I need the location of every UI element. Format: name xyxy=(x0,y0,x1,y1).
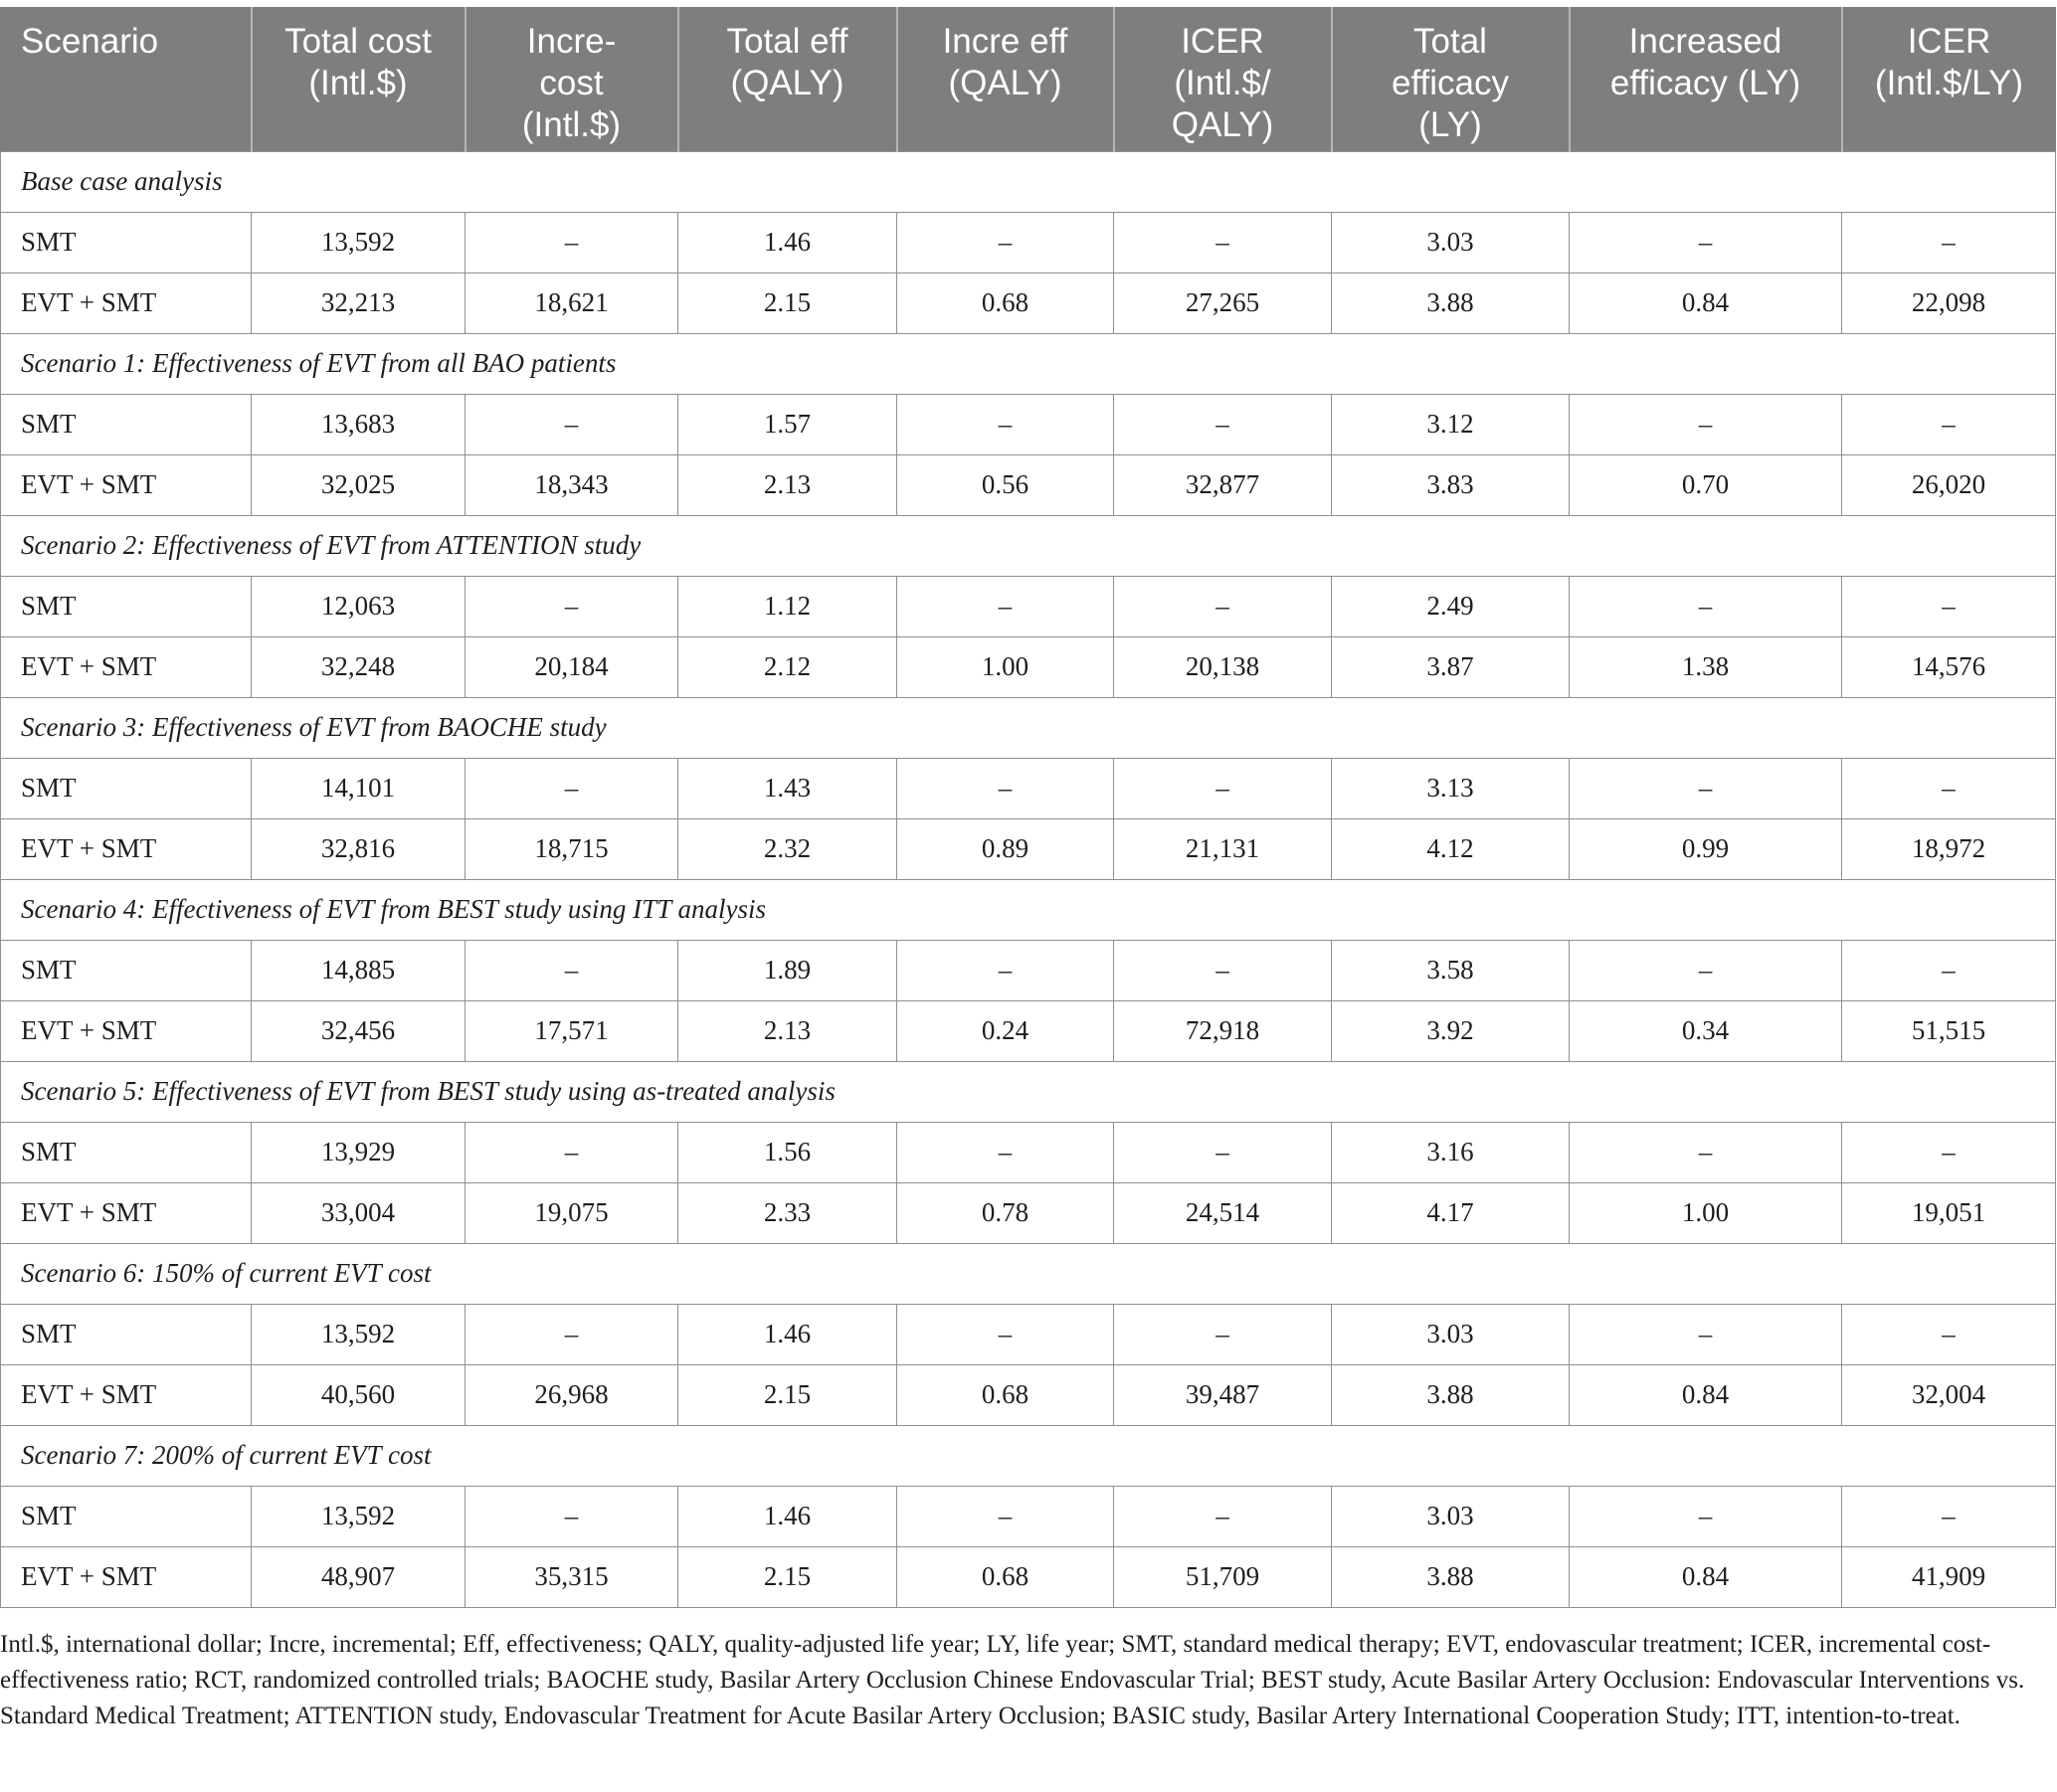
table-footnote: Intl.$, international dollar; Incre, incremental; Eff, effectiveness; QALY, quality-adjusted life year; LY, life year; SMT, standard medical therapy; EVT, endovascular treatment; ICER, incremental cost-effectiveness ratio; RCT, randomized controlled trials; BAOCHE study, Basilar Artery Occlusion Chinese Endovascular Trial; BEST study, Acute Basilar Artery Occlusion: Endovascular Interventions vs. Standard Medical Treatment; ATTENTION study, Endovascular Treatment for Acute Basilar Artery Occlusion; BASIC study, Basilar Artery International Cooperation Study; ITT, intention-to-treat. xyxy=(0,1631,2025,1729)
table-cell: – xyxy=(1114,394,1332,454)
section-title: Scenario 2: Effectiveness of EVT from ATTENTION study xyxy=(1,515,2056,576)
table-cell: – xyxy=(1570,576,1842,636)
table-cell: – xyxy=(1114,1304,1332,1364)
row-label: EVT + SMT xyxy=(1,1546,252,1607)
row-label: EVT + SMT xyxy=(1,454,252,515)
table-cell: 2.12 xyxy=(678,636,897,697)
row-label: SMT xyxy=(1,576,252,636)
table-cell: – xyxy=(1842,1122,2056,1182)
table-cell: 51,709 xyxy=(1114,1546,1332,1607)
section-row xyxy=(1,879,2056,940)
table-cell: – xyxy=(1570,212,1842,272)
table-cell: 35,315 xyxy=(466,1546,678,1607)
table-cell: – xyxy=(1114,212,1332,272)
table-cell: – xyxy=(466,758,678,818)
row-label: EVT + SMT xyxy=(1,1000,252,1061)
row-label: SMT xyxy=(1,1486,252,1546)
table-row xyxy=(1,1304,2056,1364)
table-cell: 3.87 xyxy=(1332,636,1570,697)
table-cell: 14,101 xyxy=(252,758,466,818)
table-row xyxy=(1,454,2056,515)
table-row xyxy=(1,1364,2056,1425)
table-cell: 3.03 xyxy=(1332,1304,1570,1364)
table-cell: 3.13 xyxy=(1332,758,1570,818)
table-cell: 17,571 xyxy=(466,1000,678,1061)
table-cell: 20,184 xyxy=(466,636,678,697)
table-cell: 0.68 xyxy=(897,1546,1114,1607)
table-row xyxy=(1,758,2056,818)
table-cell: 13,929 xyxy=(252,1122,466,1182)
row-label: EVT + SMT xyxy=(1,272,252,333)
table-cell: 3.16 xyxy=(1332,1122,1570,1182)
table-cell: 2.32 xyxy=(678,818,897,879)
table-cell: 32,025 xyxy=(252,454,466,515)
section-row xyxy=(1,151,2056,212)
table-cell: – xyxy=(1570,1122,1842,1182)
table-cell: 22,098 xyxy=(1842,272,2056,333)
table-cell: – xyxy=(897,1122,1114,1182)
section-title: Scenario 7: 200% of current EVT cost xyxy=(1,1425,2056,1486)
table-cell: 21,131 xyxy=(1114,818,1332,879)
table-cell: – xyxy=(1570,1304,1842,1364)
table-cell: 48,907 xyxy=(252,1546,466,1607)
table-cell: – xyxy=(1842,940,2056,1000)
table-cell: 41,909 xyxy=(1842,1546,2056,1607)
section-row xyxy=(1,515,2056,576)
table-cell: – xyxy=(897,940,1114,1000)
table-cell: 26,020 xyxy=(1842,454,2056,515)
table-cell: 3.58 xyxy=(1332,940,1570,1000)
section-title: Scenario 6: 150% of current EVT cost xyxy=(1,1243,2056,1304)
table-cell: 1.43 xyxy=(678,758,897,818)
table-cell: 12,063 xyxy=(252,576,466,636)
table-cell: 2.33 xyxy=(678,1182,897,1243)
section-row xyxy=(1,333,2056,394)
table-cell: – xyxy=(466,576,678,636)
table-cell: – xyxy=(466,212,678,272)
table-cell: – xyxy=(1570,394,1842,454)
table-cell: 0.24 xyxy=(897,1000,1114,1061)
table-cell: – xyxy=(897,1486,1114,1546)
table-cell: 2.15 xyxy=(678,1546,897,1607)
table-row xyxy=(1,394,2056,454)
table-cell: 20,138 xyxy=(1114,636,1332,697)
header-incre-cost: Incre- cost (Intl.$) xyxy=(466,7,678,151)
table-cell: – xyxy=(1842,758,2056,818)
table-body xyxy=(1,151,2056,1607)
table-cell: 1.46 xyxy=(678,1486,897,1546)
table-row xyxy=(1,818,2056,879)
table-cell: 3.88 xyxy=(1332,1546,1570,1607)
table-cell: 39,487 xyxy=(1114,1364,1332,1425)
header-total-cost: Total cost (Intl.$) xyxy=(252,7,466,151)
row-label: EVT + SMT xyxy=(1,636,252,697)
table-cell: 3.88 xyxy=(1332,272,1570,333)
table-cell: 18,715 xyxy=(466,818,678,879)
table-cell: – xyxy=(466,1122,678,1182)
table-cell: – xyxy=(466,940,678,1000)
section-title: Scenario 5: Effectiveness of EVT from BEST study using as-treated analysis xyxy=(1,1061,2056,1122)
table-cell: 2.15 xyxy=(678,1364,897,1425)
row-label: SMT xyxy=(1,758,252,818)
table-cell: 1.89 xyxy=(678,940,897,1000)
table-cell: 2.15 xyxy=(678,272,897,333)
table-cell: – xyxy=(1570,940,1842,1000)
table-cell: 33,004 xyxy=(252,1182,466,1243)
table-cell: 32,877 xyxy=(1114,454,1332,515)
table-cell: 40,560 xyxy=(252,1364,466,1425)
table-cell: 13,683 xyxy=(252,394,466,454)
table-cell: 0.99 xyxy=(1570,818,1842,879)
table-cell: – xyxy=(466,1304,678,1364)
table-cell: – xyxy=(1570,1486,1842,1546)
table-cell: 18,343 xyxy=(466,454,678,515)
table-cell: – xyxy=(1114,758,1332,818)
table-cell: 1.12 xyxy=(678,576,897,636)
header-incre-eff: Incre eff (QALY) xyxy=(897,7,1114,151)
table-cell: 2.13 xyxy=(678,454,897,515)
table-cell: 2.13 xyxy=(678,1000,897,1061)
table-cell: – xyxy=(1842,212,2056,272)
table-cell: 27,265 xyxy=(1114,272,1332,333)
row-label: SMT xyxy=(1,212,252,272)
table-cell: 1.00 xyxy=(1570,1182,1842,1243)
table-cell: 19,075 xyxy=(466,1182,678,1243)
table-cell: 32,248 xyxy=(252,636,466,697)
header-scenario: Scenario xyxy=(1,7,252,151)
table-cell: 1.57 xyxy=(678,394,897,454)
table-cell: 0.84 xyxy=(1570,1546,1842,1607)
table-cell: 3.12 xyxy=(1332,394,1570,454)
header-total-efficacy: Total efficacy (LY) xyxy=(1332,7,1570,151)
table-cell: – xyxy=(1570,758,1842,818)
table-row xyxy=(1,940,2056,1000)
table-cell: 18,972 xyxy=(1842,818,2056,879)
table-row xyxy=(1,1546,2056,1607)
table-cell: 1.56 xyxy=(678,1122,897,1182)
table-cell: 19,051 xyxy=(1842,1182,2056,1243)
header-row xyxy=(1,7,2056,151)
table-cell: 14,576 xyxy=(1842,636,2056,697)
table-cell: 1.00 xyxy=(897,636,1114,697)
header-increased-efficacy: Increased efficacy (LY) xyxy=(1570,7,1842,151)
table-row xyxy=(1,1182,2056,1243)
table-cell: 32,816 xyxy=(252,818,466,879)
table-cell: – xyxy=(1114,1122,1332,1182)
table-row xyxy=(1,576,2056,636)
table-cell: 0.70 xyxy=(1570,454,1842,515)
table-cell: 1.38 xyxy=(1570,636,1842,697)
table-cell: – xyxy=(897,212,1114,272)
table-cell: 0.56 xyxy=(897,454,1114,515)
table-cell: – xyxy=(466,1486,678,1546)
table-cell: 32,213 xyxy=(252,272,466,333)
section-row xyxy=(1,1061,2056,1122)
row-label: EVT + SMT xyxy=(1,1182,252,1243)
table-cell: 4.17 xyxy=(1332,1182,1570,1243)
section-row xyxy=(1,1425,2056,1486)
table-cell: 3.88 xyxy=(1332,1364,1570,1425)
table-cell: – xyxy=(1842,394,2056,454)
section-title: Base case analysis xyxy=(1,151,2056,212)
table-cell: 13,592 xyxy=(252,212,466,272)
row-label: SMT xyxy=(1,1122,252,1182)
table-cell: – xyxy=(466,394,678,454)
table-cell: – xyxy=(1842,576,2056,636)
table-cell: 18,621 xyxy=(466,272,678,333)
table-cell: 0.34 xyxy=(1570,1000,1842,1061)
table-cell: – xyxy=(897,394,1114,454)
section-row xyxy=(1,697,2056,758)
table-cell: 0.78 xyxy=(897,1182,1114,1243)
table-cell: 0.89 xyxy=(897,818,1114,879)
table-cell: 3.03 xyxy=(1332,1486,1570,1546)
row-label: SMT xyxy=(1,940,252,1000)
table-row xyxy=(1,1122,2056,1182)
header-icer-ly: ICER (Intl.$/LY) xyxy=(1842,7,2056,151)
table-cell: 24,514 xyxy=(1114,1182,1332,1243)
header-total-eff: Total eff (QALY) xyxy=(678,7,897,151)
table-cell: 1.46 xyxy=(678,1304,897,1364)
table-cell: 32,456 xyxy=(252,1000,466,1061)
header-icer-qaly: ICER (Intl.$/ QALY) xyxy=(1114,7,1332,151)
table-cell: – xyxy=(1114,576,1332,636)
section-row xyxy=(1,1243,2056,1304)
table-cell: – xyxy=(1842,1486,2056,1546)
results-table xyxy=(0,7,2056,1608)
row-label: EVT + SMT xyxy=(1,1364,252,1425)
table-row xyxy=(1,272,2056,333)
table-cell: 14,885 xyxy=(252,940,466,1000)
table-row xyxy=(1,636,2056,697)
table-cell: 13,592 xyxy=(252,1304,466,1364)
section-title: Scenario 4: Effectiveness of EVT from BEST study using ITT analysis xyxy=(1,879,2056,940)
table-cell: – xyxy=(1114,940,1332,1000)
table-cell: 3.83 xyxy=(1332,454,1570,515)
table-cell: – xyxy=(897,1304,1114,1364)
table-cell: 0.68 xyxy=(897,1364,1114,1425)
table-cell: – xyxy=(1114,1486,1332,1546)
table-row xyxy=(1,212,2056,272)
table-cell: 0.84 xyxy=(1570,1364,1842,1425)
table-cell: – xyxy=(897,576,1114,636)
table-cell: 3.92 xyxy=(1332,1000,1570,1061)
table-row xyxy=(1,1486,2056,1546)
table-cell: 72,918 xyxy=(1114,1000,1332,1061)
table-cell: 3.03 xyxy=(1332,212,1570,272)
row-label: SMT xyxy=(1,394,252,454)
row-label: EVT + SMT xyxy=(1,818,252,879)
section-title: Scenario 1: Effectiveness of EVT from all BAO patients xyxy=(1,333,2056,394)
table-cell: 4.12 xyxy=(1332,818,1570,879)
table-row xyxy=(1,1000,2056,1061)
table-cell: – xyxy=(1842,1304,2056,1364)
table-cell: 51,515 xyxy=(1842,1000,2056,1061)
section-title: Scenario 3: Effectiveness of EVT from BAOCHE study xyxy=(1,697,2056,758)
table-cell: 0.84 xyxy=(1570,272,1842,333)
table-cell: 2.49 xyxy=(1332,576,1570,636)
row-label: SMT xyxy=(1,1304,252,1364)
table-cell: 32,004 xyxy=(1842,1364,2056,1425)
table-cell: 1.46 xyxy=(678,212,897,272)
table-cell: 26,968 xyxy=(466,1364,678,1425)
table-cell: – xyxy=(897,758,1114,818)
table-cell: 13,592 xyxy=(252,1486,466,1546)
table-cell: 0.68 xyxy=(897,272,1114,333)
